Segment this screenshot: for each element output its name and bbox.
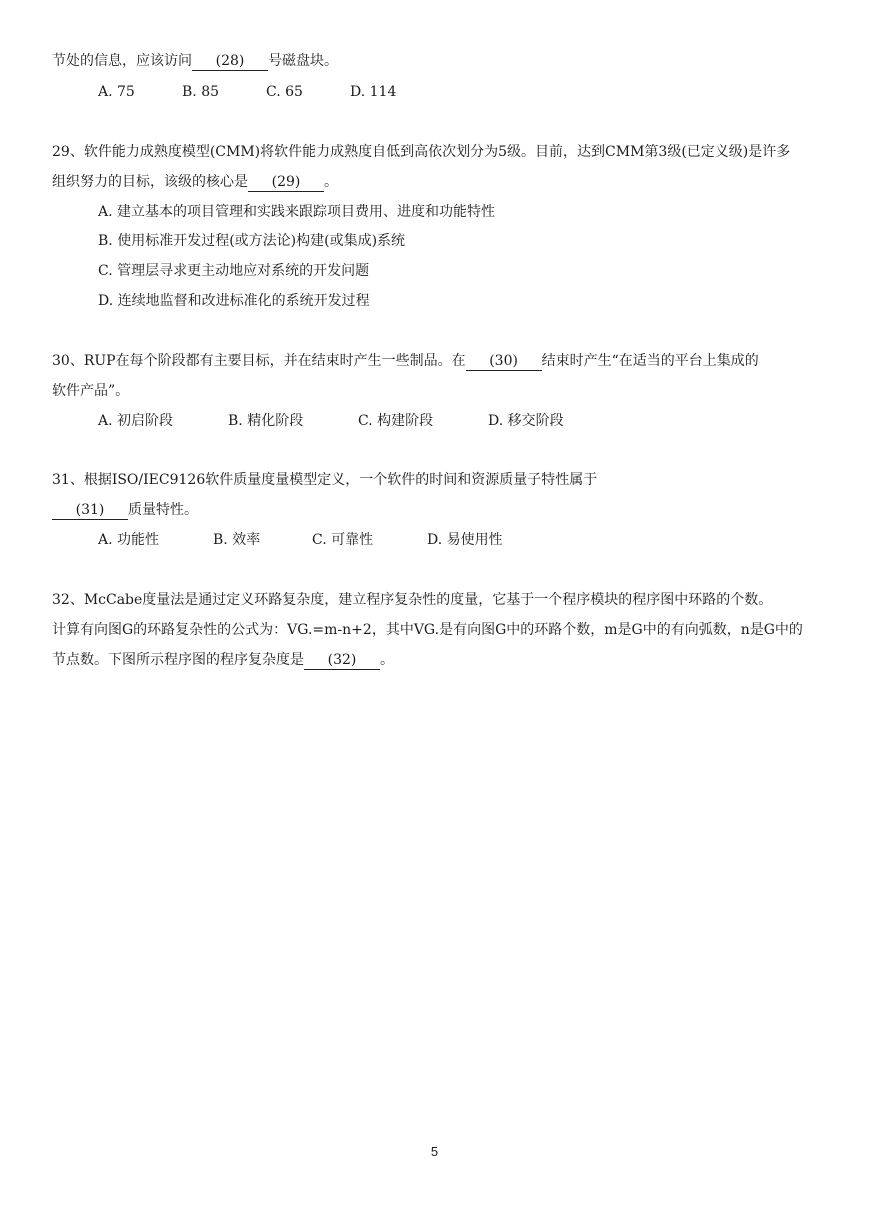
q29-option-b: B. 使用标准开发过程(或方法论)构建(或集成)系统 [98, 233, 406, 249]
q30-blank: (30) [466, 352, 542, 371]
q28-stem-before: 节处的信息，应该访问 [52, 53, 192, 69]
q31-stem-after: 质量特性。 [128, 502, 198, 518]
q28-option-b: B. 85 [182, 84, 220, 100]
q30-stem-line2: 软件产品”。 [52, 383, 130, 399]
q28-option-d: D. 114 [350, 84, 397, 100]
q29-stem-after: 。 [324, 174, 338, 190]
q30-option-c: C. 构建阶段 [358, 413, 434, 429]
q28-option-c: C. 65 [266, 84, 303, 100]
q31-option-a: A. 功能性 [98, 532, 160, 548]
q32-stem-line3 [52, 650, 394, 670]
page-number: 5 [430, 1144, 439, 1159]
q28-stem [52, 51, 338, 71]
q30-stem-after: 结束时产生“在适当的平台上集成的 [541, 353, 759, 369]
q31-stem-line1: 31、根据ISO/IEC9126软件质量度量模型定义，一个软件的时间和资源质量子特性属于 [52, 472, 598, 488]
q31-option-b: B. 效率 [213, 532, 261, 548]
q30-stem-before: 30、RUP在每个阶段都有主要目标，并在结束时产生一些制品。在 [52, 353, 466, 369]
q29-stem-line2 [52, 172, 338, 192]
q31-option-c: C. 可靠性 [312, 532, 374, 548]
q28-option-a: A. 75 [98, 84, 135, 100]
q29-option-c: C. 管理层寻求更主动地应对系统的开发问题 [98, 263, 370, 279]
q32-stem-line2: 计算有向图G的环路复杂性的公式为：VG.=m-n+2，其中VG.是有向图G中的环路个数，m是G中的有向弧数，n是G中的 [52, 622, 803, 638]
q28-stem-after: 号磁盘块。 [268, 53, 338, 69]
q29-option-a: A. 建立基本的项目管理和实践来跟踪项目费用、进度和功能特性 [98, 204, 496, 220]
q31-options [98, 530, 503, 550]
q32-blank: (32) [304, 651, 380, 670]
q30-option-b: B. 精化阶段 [228, 413, 304, 429]
q30-option-a: A. 初启阶段 [98, 413, 174, 429]
q31-stem-line2 [52, 500, 198, 520]
q30-option-d: D. 移交阶段 [488, 413, 564, 429]
q31-option-d: D. 易使用性 [427, 532, 503, 548]
q29-blank: (29) [248, 173, 324, 192]
q30-options [98, 411, 564, 431]
q28-blank: (28) [192, 52, 268, 71]
q32-stem-line1: 32、McCabe度量法是通过定义环路复杂度，建立程序复杂性的度量，它基于一个程序模块的程序图中环路的个数。 [52, 592, 773, 608]
q29-option-d: D. 连续地监督和改进标准化的系统开发过程 [98, 293, 370, 309]
q32-stem-after: 。 [380, 652, 394, 668]
q30-stem-line1 [52, 351, 759, 371]
q32-stem-before: 节点数。下图所示程序图的程序复杂度是 [52, 652, 304, 668]
q29-stem-before: 组织努力的目标，该级的核心是 [52, 174, 248, 190]
q29-stem-line1: 29、软件能力成熟度模型(CMM)将软件能力成熟度自低到高依次划分为5级。目前，达到CMM第3级(已定义级)是许多 [52, 144, 791, 160]
q28-options [98, 82, 396, 102]
q31-blank: (31) [52, 501, 128, 520]
